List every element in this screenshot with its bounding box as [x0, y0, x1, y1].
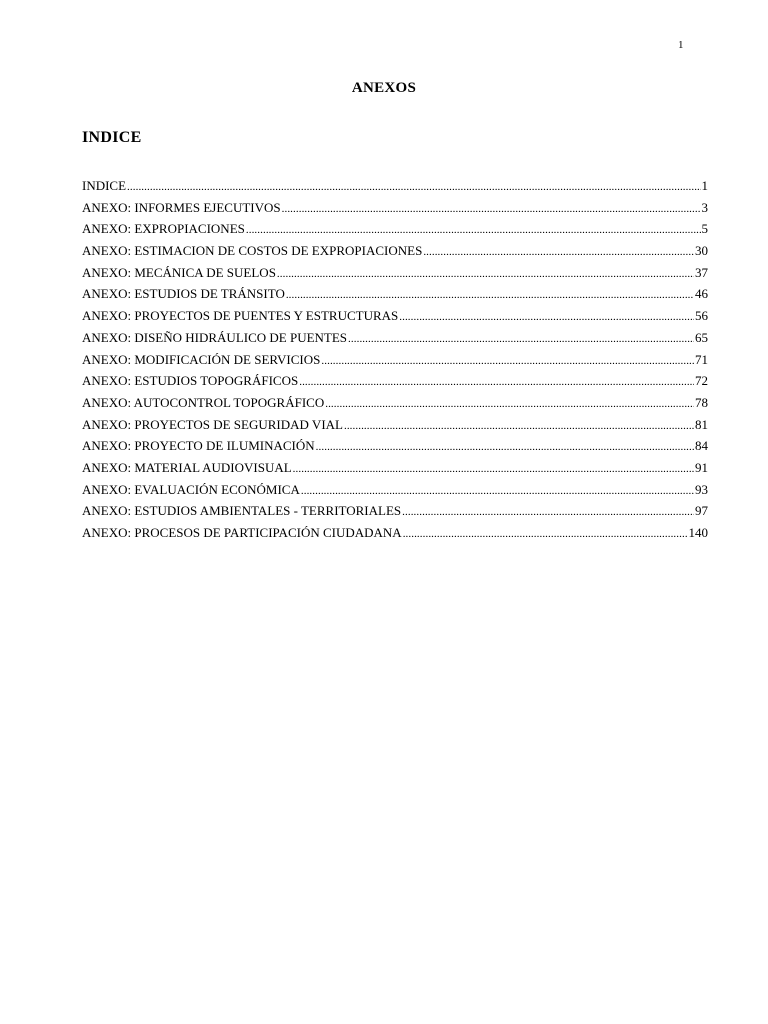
- toc-entry-label: ANEXO: EVALUACIÓN ECONÓMICA: [82, 481, 300, 497]
- toc-entry-page: 3: [701, 199, 708, 215]
- toc-entry-page: 37: [695, 264, 708, 280]
- toc-entry-page: 91: [695, 459, 708, 475]
- toc-dot-leader: [127, 178, 700, 194]
- toc-entry-page: 56: [695, 308, 708, 324]
- toc-entry-label: ANEXO: AUTOCONTROL TOPOGRÁFICO: [82, 394, 325, 410]
- toc-entry-label: ANEXO: PROYECTO DE ILUMINACIÓN: [82, 438, 315, 454]
- toc-entry-page: 5: [701, 221, 708, 237]
- toc-entry-label: ANEXO: MECÁNICA DE SUELOS: [82, 264, 276, 280]
- toc-entry-label: ANEXO: EXPROPIACIONES: [82, 221, 245, 237]
- toc-entry-indice[interactable]: [82, 178, 708, 200]
- toc-dot-leader: [348, 330, 694, 346]
- toc-entry-label: ANEXO: ESTUDIOS TOPOGRÁFICOS: [82, 373, 299, 389]
- toc-entry-label: ANEXO: DISEÑO HIDRÁULICO DE PUENTES: [82, 329, 348, 345]
- toc-entry-page: 46: [695, 286, 708, 302]
- toc-entry-page: 1: [701, 178, 708, 193]
- toc-dot-leader: [325, 395, 694, 411]
- toc-entry-label: INDICE: [82, 178, 127, 193]
- toc-dot-leader: [301, 482, 694, 498]
- page-number: 1: [678, 39, 684, 51]
- toc-entry-estudios-topograficos[interactable]: [82, 373, 708, 395]
- document-title: ANEXOS: [351, 80, 417, 96]
- toc-entry-label: ANEXO: PROCESOS DE PARTICIPACIÓN CIUDADANA: [82, 525, 402, 540]
- toc-entry-label: ANEXO: ESTUDIOS AMBIENTALES - TERRITORIALES: [82, 503, 402, 519]
- toc-entry-autocontrol-topografico[interactable]: [82, 395, 708, 417]
- toc-entry-page: 93: [695, 481, 708, 497]
- toc-dot-leader: [277, 265, 694, 281]
- toc-entry-label: ANEXO: PROYECTOS DE SEGURIDAD VIAL: [82, 416, 343, 432]
- toc-entry-page: 72: [695, 373, 708, 389]
- toc-heading: INDICE: [82, 129, 142, 146]
- toc-entry-participacion-ciudadana[interactable]: [82, 525, 708, 547]
- toc-dot-leader: [299, 373, 694, 389]
- toc-entry-page: 78: [695, 394, 708, 410]
- toc-entry-page: 97: [695, 503, 708, 519]
- toc-dot-leader: [403, 525, 688, 541]
- toc-dot-leader: [402, 503, 694, 519]
- toc-entry-label: ANEXO: PROYECTOS DE PUENTES Y ESTRUCTURAS: [82, 308, 399, 324]
- toc-entry-mecanica-suelos[interactable]: [82, 265, 708, 287]
- toc-entry-estudios-transito[interactable]: [82, 286, 708, 308]
- toc-entry-page: 81: [695, 416, 708, 432]
- toc-entry-page: 65: [695, 329, 708, 345]
- toc-entry-page: 30: [695, 243, 708, 259]
- toc-entry-puentes-estructuras[interactable]: [82, 308, 708, 330]
- toc-entry-label: ANEXO: ESTUDIOS DE TRÁNSITO: [82, 286, 285, 302]
- toc-entry-estimacion-costos[interactable]: [82, 243, 708, 265]
- toc-entry-expropiaciones[interactable]: [82, 221, 708, 243]
- toc-entry-seguridad-vial[interactable]: [82, 417, 708, 439]
- toc-entry-evaluacion-economica[interactable]: [82, 482, 708, 504]
- toc-dot-leader: [344, 417, 694, 433]
- toc-entry-diseno-hidraulico[interactable]: [82, 330, 708, 352]
- toc-entry-estudios-ambientales[interactable]: [82, 503, 708, 525]
- toc-dot-leader: [282, 200, 701, 216]
- toc-dot-leader: [321, 352, 694, 368]
- toc-entry-page: 71: [695, 351, 708, 367]
- toc-entry-label: ANEXO: MODIFICACIÓN DE SERVICIOS: [82, 351, 321, 367]
- toc-dot-leader: [399, 308, 694, 324]
- toc-entry-informes-ejecutivos[interactable]: [82, 200, 708, 222]
- toc-entry-material-audiovisual[interactable]: [82, 460, 708, 482]
- toc-entry-page: 84: [695, 438, 708, 454]
- toc-dot-leader: [246, 221, 701, 237]
- toc-dot-leader: [293, 460, 694, 476]
- toc-dot-leader: [423, 243, 694, 259]
- toc-entry-label: ANEXO: MATERIAL AUDIOVISUAL: [82, 459, 292, 475]
- toc-dot-leader: [316, 438, 694, 454]
- toc-entry-iluminacion[interactable]: [82, 438, 708, 460]
- toc-entry-page: 140: [688, 525, 708, 540]
- toc-entry-label: ANEXO: ESTIMACION DE COSTOS DE EXPROPIACIONES: [82, 243, 423, 259]
- toc-dot-leader: [286, 286, 694, 302]
- toc-entry-modificacion-servicios[interactable]: [82, 352, 708, 374]
- toc-entry-label: ANEXO: INFORMES EJECUTIVOS: [82, 199, 281, 215]
- table-of-contents: [82, 178, 708, 547]
